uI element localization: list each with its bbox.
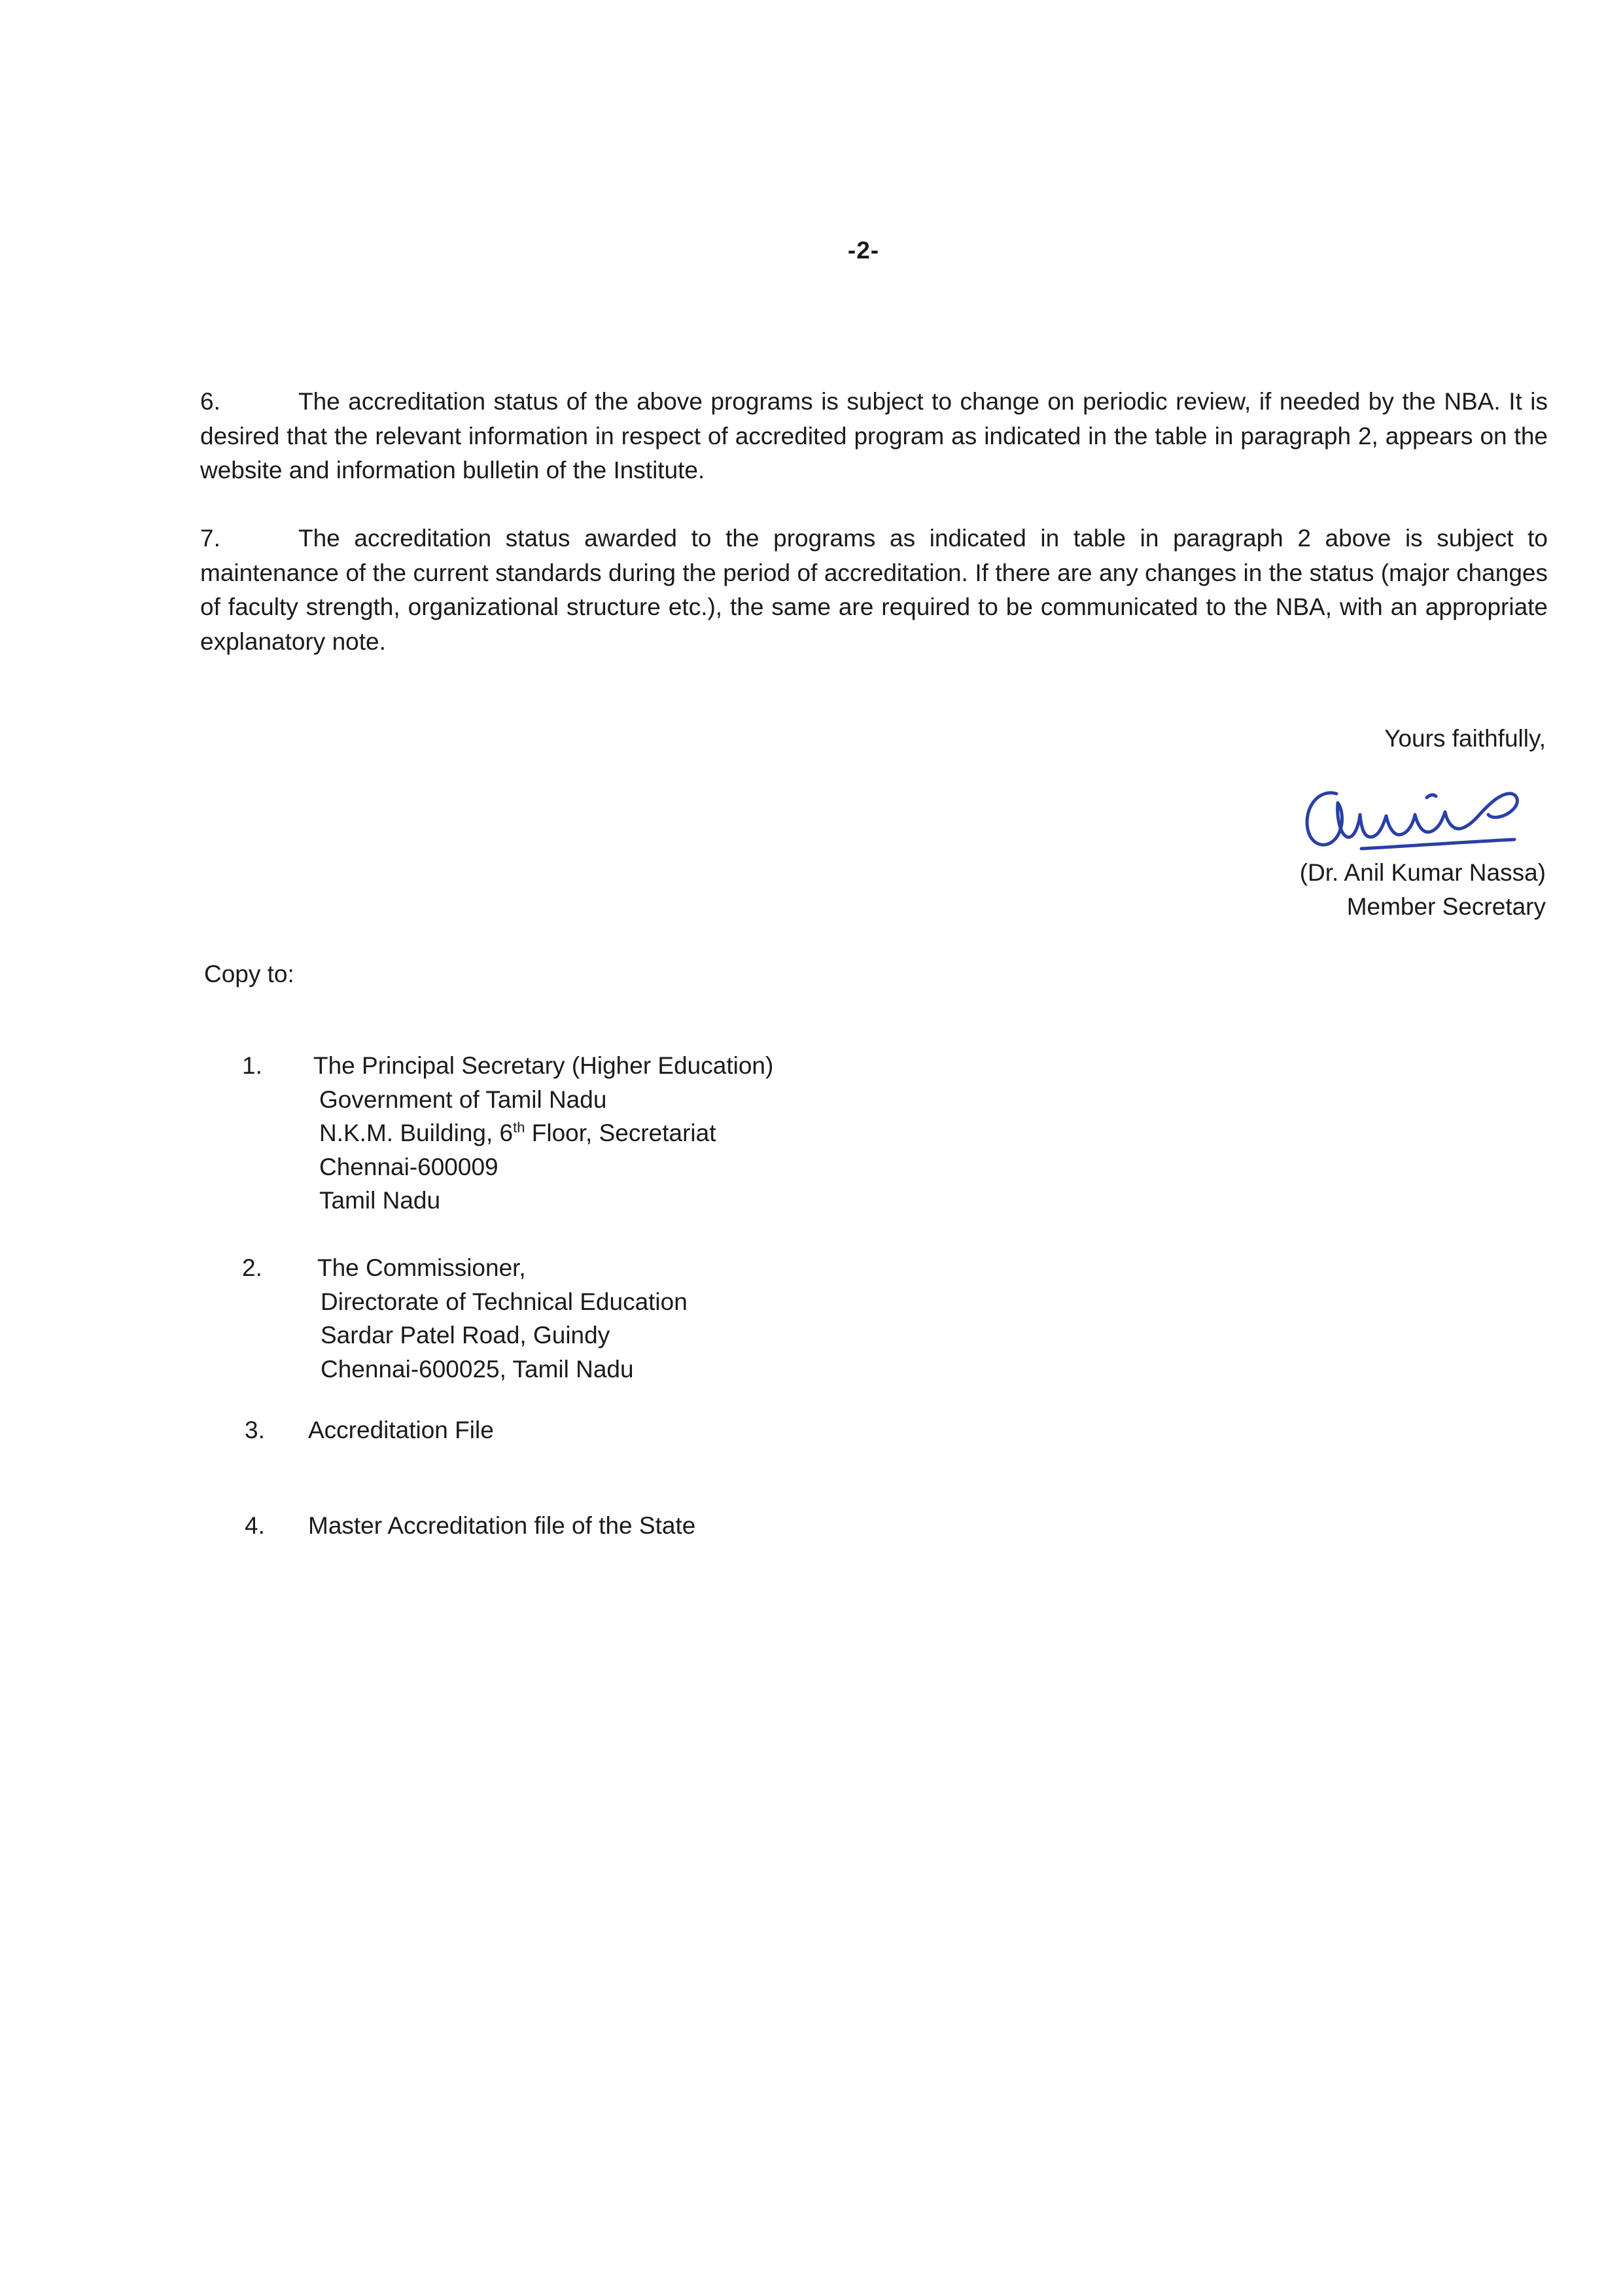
- page-number: -2-: [847, 237, 880, 264]
- paragraph-number: 6.: [200, 388, 220, 415]
- address-line: Accreditation File: [308, 1417, 494, 1443]
- handwritten-signature: [1299, 769, 1560, 867]
- signatory-name: (Dr. Anil Kumar Nassa): [1299, 859, 1546, 886]
- copy-item-address: [308, 1509, 695, 1543]
- copy-item-number: 1.: [242, 1052, 262, 1079]
- copy-item-number: 3.: [245, 1417, 265, 1443]
- address-line: Master Accreditation file of the State: [308, 1512, 696, 1539]
- paragraph-number: 7.: [200, 525, 220, 552]
- signatory-designation: Member Secretary: [1346, 893, 1546, 920]
- copy-item-address: [308, 1413, 494, 1447]
- address-line: Tamil Nadu: [319, 1187, 441, 1214]
- address-line: Sardar Patel Road, Guindy: [321, 1322, 610, 1349]
- address-line: The Principal Secretary (Higher Education): [313, 1052, 774, 1079]
- copy-item-address: [313, 1049, 773, 1218]
- address-line: Government of Tamil Nadu: [319, 1086, 607, 1113]
- copy-item-address: [317, 1251, 688, 1386]
- address-line: Chennai-600025, Tamil Nadu: [321, 1355, 634, 1383]
- paragraph-text: The accreditation status awarded to the programs as indicated in table in paragraph 2 above is subject to maintenance of the current standards during the period of accreditation. If there are any changes in the status (major changes of faculty strength, organizational structure etc.), the same are required to be communicated to the NBA, with an appropriate explanatory note.: [200, 525, 1548, 655]
- address-line: N.K.M. Building, 6th Floor, Secretariat: [319, 1119, 716, 1146]
- copy-item-number: 4.: [245, 1512, 265, 1539]
- copy-to-heading: Copy to:: [204, 961, 294, 987]
- closing-salutation: Yours faithfully,: [1384, 725, 1546, 752]
- address-line: Chennai-600009: [319, 1153, 498, 1180]
- address-line: The Commissioner,: [317, 1254, 526, 1281]
- paragraph-7: [200, 521, 1548, 659]
- paragraph-text: The accreditation status of the above programs is subject to change on periodic review, if needed by the NBA. It is desired that the relevant information in respect of accredited program as indicated in the table in paragraph 2, appears on the website and information bulletin of the Institute.: [200, 388, 1548, 484]
- copy-item-number: 2.: [242, 1254, 262, 1281]
- address-line: Directorate of Technical Education: [321, 1288, 688, 1315]
- signatory-block: [1300, 856, 1546, 924]
- paragraph-6: [200, 385, 1548, 488]
